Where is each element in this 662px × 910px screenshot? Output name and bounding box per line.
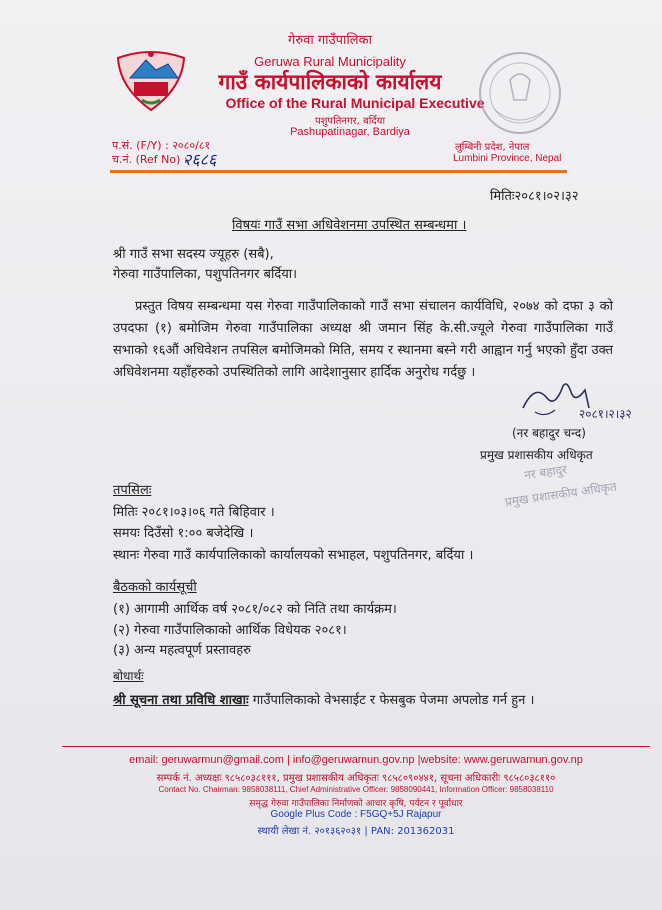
municipality-name-en: Geruwa Rural Municipality bbox=[254, 54, 406, 69]
footer-pan: स्थायी लेखा नं. २०१३६२०३१ | PAN: 201362031 bbox=[257, 826, 455, 837]
footer-slogan: समृद्ध गेरुवा गाउँपालिका निर्माणको आधार कृषि, पर्यटन र पूर्वाधार bbox=[249, 799, 463, 809]
signer-name: (नर बहादुर चन्द) bbox=[512, 426, 586, 440]
details-heading: तपसिलः bbox=[113, 483, 152, 498]
signer-title: प्रमुख प्रशासकीय अधिकृत bbox=[480, 448, 593, 462]
municipality-name-np: गेरुवा गाउँपालिका bbox=[288, 33, 372, 48]
cc-recipient: श्री सूचना तथा प्रविधि शाखाः bbox=[113, 693, 249, 708]
agenda-heading: बैठकको कार्यसूची bbox=[113, 580, 197, 595]
agenda-item: (२) गेरुवा गाउँपालिकाको आर्थिक विधेयक २०८१। bbox=[113, 623, 347, 638]
details-time: समयः दिउँसो १:०० बजेदेखि । bbox=[113, 526, 254, 541]
nepal-emblem-icon bbox=[112, 48, 190, 114]
letter-body: प्रस्तुत विषय सम्बन्धमा यस गेरुवा गाउँपालिकाको गाउँ सभा संचालन कार्यविधि, २०७४ को दफा ३ को उपदफा (१) बमोजिम गेरुवा गाउँपालिका अध्यक्ष श्री जमान सिंह के.सी.ज्यूले गेरुवा गाउँपालिका गाउँ सभाको १६औं अधिवेशन तपसिल बमोजिमको मिति, समय र स्थानमा बस्ने गरी आह्वान गर्नु भएको हुँदा उक्त अधिवेशनमा यहाँहरुको उपस्थितिको लागि आदेशानुसार हार्दिक अनुरोध गर्दछु । bbox=[113, 299, 613, 380]
stamp-title-text: प्रमुख प्रशासकीय अधिकृत bbox=[504, 479, 618, 510]
footer-plus-code: Google Plus Code : F5GQ+5J Rajapur bbox=[270, 809, 442, 820]
agenda-item: (१) आगामी आर्थिक वर्ष २०८१/०८२ को निति तथा कार्यक्रम। bbox=[113, 602, 397, 617]
fiscal-year: प.सं. (F/Y) : २०८०/८१ bbox=[112, 139, 211, 152]
cc-action: गाउँपालिकाको वेभसाईट र फेसबुक पेजमा अपलोड गर्न हुन । bbox=[248, 693, 535, 708]
office-name-en: Office of the Rural Municipal Executive bbox=[225, 95, 485, 111]
footer-divider bbox=[62, 746, 650, 747]
office-name-np: गाउँ कार्यपालिकाको कार्यालय bbox=[218, 70, 442, 94]
details-date: मितिः २०८१।०३।०६ गते बिहिवार । bbox=[113, 505, 275, 520]
cc-line bbox=[113, 690, 534, 708]
address-np: पशुपतिनगर, बर्दिया bbox=[314, 116, 386, 127]
ref-no-label: च.नं. (Ref No) : bbox=[112, 153, 188, 166]
office-stamp-icon bbox=[503, 458, 633, 510]
letter-date: मितिः२०८१।०२।३२ bbox=[490, 189, 579, 204]
recipient-line-2: गेरुवा गाउँपालिका, पशुपतिनगर बर्दिया। bbox=[113, 267, 298, 282]
cc-heading: बोधार्थः bbox=[113, 669, 144, 683]
header-divider bbox=[110, 170, 567, 173]
province-en: Lumbini Province, Nepal bbox=[453, 153, 562, 164]
round-seal-icon bbox=[470, 50, 570, 136]
stamp-name-text: नर बहादुर bbox=[523, 462, 568, 483]
address-en: Pashupatinagar, Bardiya bbox=[290, 126, 410, 138]
agenda-item: (३) अन्य महत्वपूर्ण प्रस्तावहरु bbox=[113, 643, 251, 658]
signature-date: २०८१।२।३२ bbox=[579, 407, 632, 421]
footer-contacts-np: सम्पर्क नं. अध्यक्षः ९८५८०३८१११, प्रमुख प्रशासकीय अधिकृतः ९८५८०९०४४१, सूचना अधिकारीः ९८५८०३८११० bbox=[156, 773, 556, 784]
ref-no-handwritten: २६८६ bbox=[183, 150, 217, 169]
province-np: लुम्बिनी प्रदेश, नेपाल bbox=[455, 142, 530, 153]
recipient-line-1: श्री गाउँ सभा सदस्य ज्यूहरु (सबै), bbox=[113, 247, 274, 262]
footer-contacts-en: Contact No. Chairman: 9858038111, Chief Administrative Officer: 9858090441, Information Officer: 9858038110 bbox=[158, 785, 554, 794]
footer-emails: email: geruwarmun@gmail.com | info@geruwamun.gov.np |website: www.geruwamun.gov.np bbox=[129, 754, 583, 766]
letter-subject: विषयः गाउँ सभा अधिवेशनमा उपस्थित सम्बन्धमा । bbox=[232, 218, 467, 233]
signature-icon bbox=[515, 378, 635, 426]
details-place: स्थानः गेरुवा गाउँ कार्यपालिकाको कार्यालयको सभाहल, पशुपतिनगर, बर्दिया । bbox=[113, 548, 474, 563]
